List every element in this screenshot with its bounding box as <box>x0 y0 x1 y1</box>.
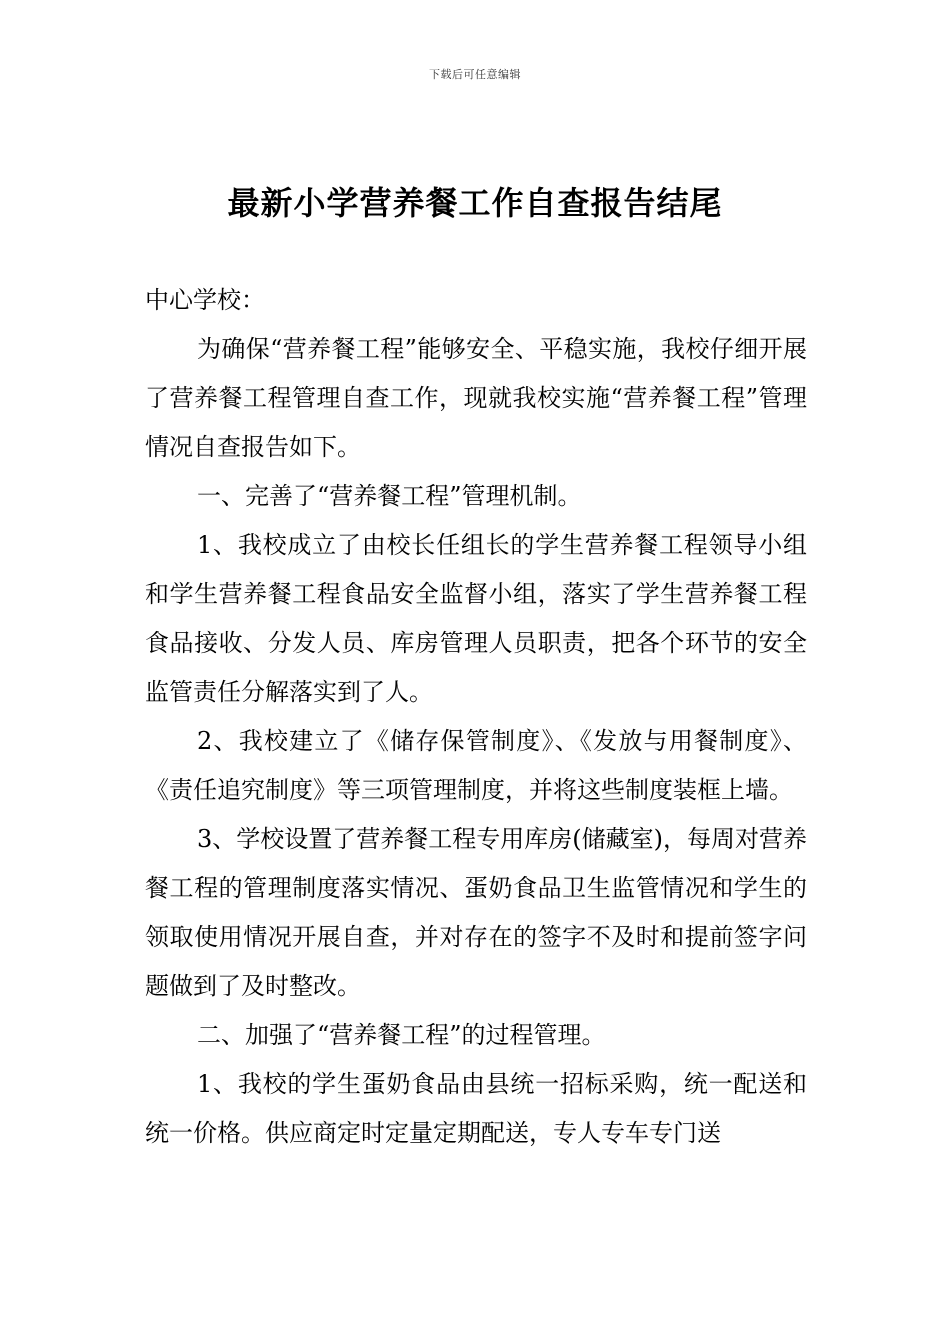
section-heading-2: 二、加强了“营养餐工程”的过程管理。 <box>197 1021 606 1049</box>
paragraph-2-1: 1、我校的学生蛋奶食品由县统一招标采购，统一配送和统一价格。供应商定时定量定期配送，专人专车专门送 <box>145 1070 807 1147</box>
section-heading-1: 一、完善了“营养餐工程”管理机制。 <box>197 482 582 510</box>
document-body <box>145 276 807 1158</box>
paragraph-1-1: 1、我校成立了由校长任组长的学生营养餐工程领导小组和学生营养餐工程食品安全监督小组，落实了学生营养餐工程食品接收、分发人员、库房管理人员职责，把各个环节的安全监管责任分解落实到了人。 <box>145 531 807 706</box>
paragraph-intro: 为确保“营养餐工程”能够安全、平稳实施，我校仔细开展了营养餐工程管理自查工作，现就我校实施“营养餐工程”管理情况自查报告如下。 <box>145 335 807 461</box>
header-note: 下载后可任意编辑 <box>429 68 521 81</box>
paragraph-1-2: 2、我校建立了《储存保管制度》、《发放与用餐制度》、《责任追究制度》等三项管理制度，并将这些制度装框上墙。 <box>145 727 807 804</box>
document-title: 最新小学营养餐工作自查报告结尾 <box>227 184 723 222</box>
salutation: 中心学校： <box>145 286 265 314</box>
paragraph-1-3: 3、学校设置了营养餐工程专用库房(储藏室)，每周对营养餐工程的管理制度落实情况、蛋奶食品卫生监管情况和学生的领取使用情况开展自查，并对存在的签字不及时和提前签字问题做到了及时整改。 <box>145 825 807 1000</box>
